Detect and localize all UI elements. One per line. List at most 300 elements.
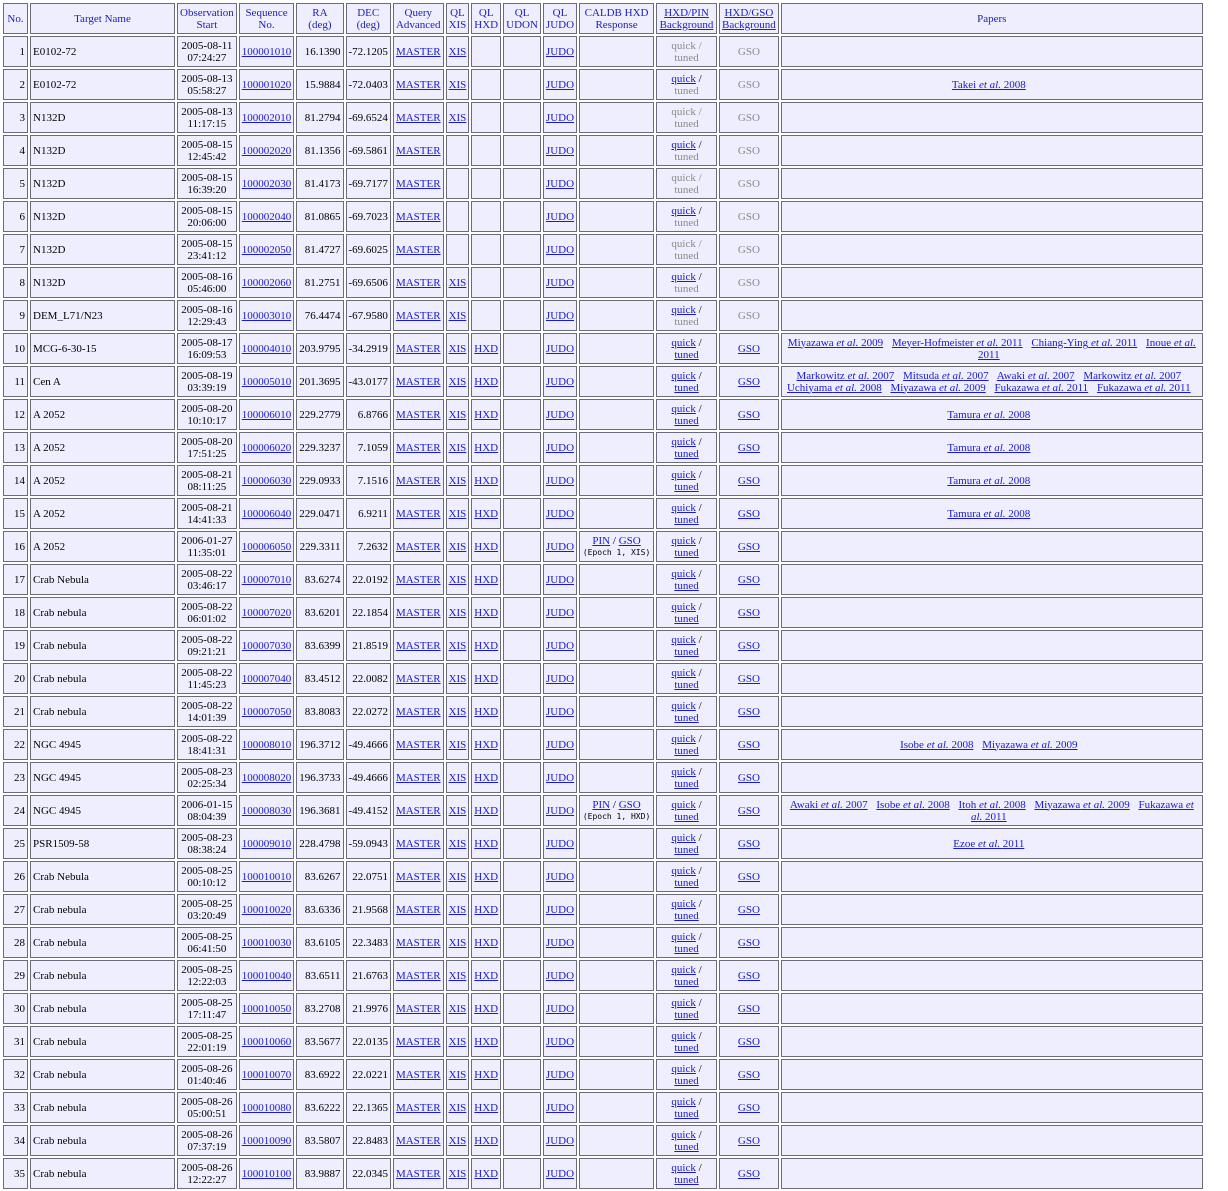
paper-link[interactable] [876,799,949,811]
ql-xis-cell [446,564,470,595]
pin-quick-link[interactable]: quick [671,699,696,712]
pin-tuned-link[interactable]: tuned [674,480,699,493]
gso-background-link[interactable]: GSO [737,903,760,916]
target-name: Crab Nebula [33,573,89,586]
sequence-number-cell [239,960,295,991]
ql-judo-link[interactable]: JUDO [545,1101,575,1114]
ql-hxd-link[interactable]: HXD [474,804,499,817]
ql-judo-link[interactable]: JUDO [545,573,575,586]
sequence-number-link[interactable]: 100002060 [241,276,292,289]
target-name-cell [30,993,175,1024]
sequence-number-link[interactable]: 100001020 [241,78,292,91]
ql-xis-link[interactable]: XIS [448,1134,467,1147]
paper-link[interactable] [1031,337,1137,349]
ql-xis-link[interactable]: XIS [448,276,467,289]
ql-judo-link[interactable]: JUDO [545,210,575,223]
master-query-link[interactable]: MASTER [395,408,441,421]
pin-quick-link[interactable]: quick [671,798,696,811]
gso-background-link[interactable]: GSO [737,870,760,883]
paper-link[interactable] [1034,799,1129,811]
pin-quick-link[interactable]: quick [671,270,696,283]
pin-tuned-link[interactable]: tuned [674,645,699,658]
master-query-link[interactable]: MASTER [395,45,441,58]
pin-tuned-link[interactable]: tuned [674,744,699,757]
ql-xis-link[interactable]: XIS [448,474,467,487]
master-query-link[interactable]: MASTER [395,243,441,256]
gso-background-link[interactable]: GSO [737,1035,760,1048]
ql-judo-link[interactable]: JUDO [545,342,575,355]
ql-xis-link[interactable]: XIS [448,1101,467,1114]
ql-xis-link[interactable]: XIS [448,441,467,454]
ql-xis-link[interactable]: XIS [448,837,467,850]
paper-link[interactable] [788,337,883,349]
pin-tuned-link[interactable]: tuned [674,810,699,823]
ql-xis-link[interactable]: XIS [448,408,467,421]
pin-tuned-link[interactable]: tuned [674,381,699,394]
ql-xis-link[interactable]: XIS [448,804,467,817]
master-query-link[interactable]: MASTER [395,1167,441,1180]
paper-link[interactable] [952,79,1026,91]
pin-quick-link[interactable]: quick [671,1095,696,1108]
ql-hxd-link[interactable]: HXD [474,1035,499,1048]
ql-hxd-link[interactable]: HXD [474,738,499,751]
paper-link[interactable] [900,739,973,751]
master-query-link[interactable]: MASTER [395,177,441,190]
ql-judo-link[interactable]: JUDO [545,738,575,751]
pin-quick-link[interactable]: quick [671,72,696,85]
master-query-link[interactable]: MASTER [395,441,441,454]
dec-value: 7.1059 [357,441,388,454]
gso-background-link[interactable]: GSO [737,639,760,652]
ql-xis-link[interactable]: XIS [448,309,467,322]
ql-hxd-link[interactable]: HXD [474,1134,499,1147]
ql-hxd-link[interactable]: HXD [474,573,499,586]
gso-background-link[interactable]: GSO [737,738,760,751]
paper-link[interactable] [797,370,895,382]
ql-xis-link[interactable]: XIS [448,936,467,949]
pin-quick-link[interactable]: quick [671,303,696,316]
col-header-query-advanced: Query Advanced [393,3,444,34]
pin-tuned-link[interactable]: tuned [674,513,699,526]
ql-hxd-link[interactable]: HXD [474,606,499,619]
ql-judo-link[interactable]: JUDO [545,144,575,157]
ql-xis-cell [446,1059,470,1090]
ql-judo-link[interactable]: JUDO [545,606,575,619]
ql-judo-link[interactable]: JUDO [545,45,575,58]
paper-link[interactable] [997,370,1075,382]
pin-tuned-link[interactable]: tuned [674,1107,699,1120]
pin-tuned-text: tuned [674,150,699,163]
ql-xis-link[interactable]: XIS [448,342,467,355]
ql-judo-link[interactable]: JUDO [545,837,575,850]
sequence-number-link[interactable]: 100006010 [241,408,292,421]
ql-udon-cell [503,36,541,67]
pin-quick-link[interactable]: quick [671,765,696,778]
pin-tuned-link[interactable]: tuned [674,711,699,724]
ql-xis-link[interactable]: XIS [448,606,467,619]
pin-tuned-link[interactable]: tuned [674,777,699,790]
observation-start-cell [177,102,237,133]
pin-tuned-link[interactable]: tuned [674,909,699,922]
ql-xis-link[interactable]: XIS [448,903,467,916]
sequence-number-link[interactable]: 100010020 [241,903,292,916]
pin-quick-link[interactable]: quick [671,1128,696,1141]
pin-quick-link[interactable]: quick [671,930,696,943]
pin-tuned-link[interactable]: tuned [674,1074,699,1087]
master-query-link[interactable]: MASTER [395,342,441,355]
paper-link[interactable] [790,799,868,811]
ql-hxd-link[interactable]: HXD [474,408,499,421]
pin-tuned-link[interactable]: tuned [674,975,699,988]
ql-xis-link[interactable]: XIS [448,1068,467,1081]
pin-tuned-link[interactable]: tuned [674,1041,699,1054]
ql-judo-link[interactable]: JUDO [545,1167,575,1180]
paper-link[interactable] [890,382,985,394]
pin-quick-link[interactable]: quick [671,534,696,547]
ql-judo-link[interactable]: JUDO [545,771,575,784]
gso-background-link[interactable]: GSO [737,375,760,388]
ql-hxd-link[interactable]: HXD [474,1167,499,1180]
sequence-number-link[interactable]: 100010070 [241,1068,292,1081]
gso-background-link[interactable]: GSO [737,1167,760,1180]
master-query-link[interactable]: MASTER [395,144,441,157]
caldb-gso-link[interactable]: GSO [618,798,641,811]
master-query-link[interactable]: MASTER [395,1068,441,1081]
sequence-number-link[interactable]: 100007050 [241,705,292,718]
ql-xis-link[interactable]: XIS [448,639,467,652]
pin-tuned-link[interactable]: tuned [674,546,699,559]
pin-tuned-link[interactable]: tuned [674,348,699,361]
pin-quick-link[interactable]: quick [671,336,696,349]
sequence-number-link[interactable]: 100001010 [241,45,292,58]
sequence-number-link[interactable]: 100010100 [241,1167,292,1180]
pin-quick-link[interactable]: quick [671,633,696,646]
ql-hxd-link[interactable]: HXD [474,639,499,652]
sequence-number-link[interactable]: 100010030 [241,936,292,949]
sequence-number-link[interactable]: 100007020 [241,606,292,619]
ql-hxd-link[interactable]: HXD [474,375,499,388]
ql-hxd-link[interactable]: HXD [474,1068,499,1081]
master-query-link[interactable]: MASTER [395,738,441,751]
master-query-link[interactable]: MASTER [395,78,441,91]
ql-xis-link[interactable]: XIS [448,672,467,685]
pin-quick-link[interactable]: quick [671,567,696,580]
gso-background-link[interactable]: GSO [737,1101,760,1114]
ql-judo-link[interactable]: JUDO [545,969,575,982]
pin-quick-link[interactable]: quick [671,831,696,844]
pin-tuned-link[interactable]: tuned [674,447,699,460]
sequence-number-link[interactable]: 100006020 [241,441,292,454]
gso-background-link[interactable]: GSO [737,474,760,487]
ql-judo-link[interactable]: JUDO [545,375,575,388]
master-query-link[interactable]: MASTER [395,969,441,982]
sequence-number-link[interactable]: 100010060 [241,1035,292,1048]
pin-quick-link[interactable]: quick [671,369,696,382]
gso-background-link[interactable]: GSO [737,936,760,949]
ql-hxd-link[interactable]: HXD [474,342,499,355]
ql-hxd-link[interactable]: HXD [474,936,499,949]
ql-judo-link[interactable]: JUDO [545,177,575,190]
caldb-gso-link[interactable]: GSO [618,534,641,547]
table-row [3,861,1203,892]
ql-hxd-link[interactable]: HXD [474,903,499,916]
master-query-link[interactable]: MASTER [395,474,441,487]
dec-cell [346,1125,391,1156]
ql-xis-link[interactable]: XIS [448,969,467,982]
pin-quick-link[interactable]: quick [671,402,696,415]
sequence-number-link[interactable]: 100002020 [241,144,292,157]
ql-xis-link[interactable]: XIS [448,870,467,883]
master-query-link[interactable]: MASTER [395,870,441,883]
ql-xis-link[interactable]: XIS [448,507,467,520]
ql-xis-link[interactable]: XIS [448,705,467,718]
pin-quick-link[interactable]: quick [671,204,696,217]
sequence-number-link[interactable]: 100002030 [241,177,292,190]
sequence-number-link[interactable]: 100009010 [241,837,292,850]
paper-link[interactable] [1097,382,1191,394]
master-query-link[interactable]: MASTER [395,771,441,784]
paper-link[interactable] [947,442,1030,454]
sequence-number-link[interactable]: 100006030 [241,474,292,487]
pin-tuned-link[interactable]: tuned [674,1173,699,1186]
papers-cell [781,69,1203,100]
caldb-pin-link[interactable]: PIN [592,534,611,547]
paper-year: 2007 [872,369,895,382]
gso-background-link[interactable]: GSO [737,441,760,454]
master-query-link[interactable]: MASTER [395,639,441,652]
ql-judo-link[interactable]: JUDO [545,111,575,124]
master-query-link[interactable]: MASTER [395,936,441,949]
ql-judo-link[interactable]: JUDO [545,474,575,487]
master-query-link[interactable]: MASTER [395,540,441,553]
ql-xis-link[interactable]: XIS [448,78,467,91]
ql-judo-link[interactable]: JUDO [545,408,575,421]
sequence-number-link[interactable]: 100004010 [241,342,292,355]
pin-tuned-link[interactable]: tuned [674,942,699,955]
ql-hxd-link[interactable]: HXD [474,1101,499,1114]
master-query-link[interactable]: MASTER [395,309,441,322]
master-query-link[interactable]: MASTER [395,672,441,685]
pin-tuned-link[interactable]: tuned [674,579,699,592]
caldb-pin-link[interactable]: PIN [592,798,611,811]
master-query-link[interactable]: MASTER [395,606,441,619]
dec-cell [346,828,391,859]
ql-xis-link[interactable]: XIS [448,45,467,58]
pin-quick-link[interactable]: quick [671,666,696,679]
ql-judo-link[interactable]: JUDO [545,441,575,454]
ql-judo-link[interactable]: JUDO [545,507,575,520]
ql-hxd-link[interactable]: HXD [474,870,499,883]
ql-hxd-link[interactable]: HXD [474,441,499,454]
col-header-target-name: Target Name [30,3,175,34]
query-cell [393,465,444,496]
pin-quick-link[interactable]: quick [671,1029,696,1042]
ql-hxd-link[interactable]: HXD [474,672,499,685]
sequence-number-link[interactable]: 100002040 [241,210,292,223]
gso-background-link[interactable]: GSO [737,705,760,718]
sequence-number-link[interactable]: 100010090 [241,1134,292,1147]
pin-quick-link[interactable]: quick [671,1161,696,1174]
pin-tuned-link[interactable]: tuned [674,843,699,856]
ql-udon-cell [503,135,541,166]
sequence-number-link[interactable]: 100008010 [241,738,292,751]
master-query-link[interactable]: MASTER [395,111,441,124]
paper-link[interactable] [995,382,1089,394]
hxd-pin-background-link[interactable]: HXD/PIN Background [659,6,714,31]
pin-quick-link[interactable]: quick [671,468,696,481]
ql-judo-link[interactable]: JUDO [545,1068,575,1081]
ql-hxd-link[interactable]: HXD [474,837,499,850]
sequence-number-link[interactable]: 100002050 [241,243,292,256]
ql-xis-link[interactable]: XIS [448,111,467,124]
gso-background-link[interactable]: GSO [737,1134,760,1147]
paper-link[interactable] [787,382,882,394]
gso-background-link[interactable]: GSO [737,573,760,586]
master-query-link[interactable]: MASTER [395,507,441,520]
sequence-number-link[interactable]: 100006040 [241,507,292,520]
ql-hxd-link[interactable]: HXD [474,1002,499,1015]
ql-judo-link[interactable]: JUDO [545,1002,575,1015]
ql-judo-link[interactable]: JUDO [545,672,575,685]
pin-quick-link[interactable]: quick [671,732,696,745]
pin-quick-link[interactable]: quick [671,864,696,877]
paper-link[interactable] [947,409,1030,421]
ql-hxd-link[interactable]: HXD [474,507,499,520]
master-query-link[interactable]: MASTER [395,276,441,289]
gso-background-link[interactable]: GSO [737,507,760,520]
ql-judo-link[interactable]: JUDO [545,936,575,949]
paper-link[interactable] [903,370,989,382]
paper-link[interactable] [1083,370,1181,382]
paper-link[interactable] [953,838,1024,850]
gso-background-link[interactable]: GSO [737,672,760,685]
sequence-number-link[interactable]: 100010040 [241,969,292,982]
pin-tuned-link[interactable]: tuned [674,1140,699,1153]
pin-quick-link[interactable]: quick [671,435,696,448]
paper-link[interactable] [947,508,1030,520]
pin-tuned-link[interactable]: tuned [674,612,699,625]
ra-value: 83.2708 [304,1002,341,1015]
sequence-number-link[interactable]: 100010080 [241,1101,292,1114]
ql-judo-link[interactable]: JUDO [545,540,575,553]
paper-link[interactable] [958,799,1025,811]
ql-xis-link[interactable]: XIS [448,375,467,388]
master-query-link[interactable]: MASTER [395,837,441,850]
master-query-link[interactable]: MASTER [395,573,441,586]
gso-background-link[interactable]: GSO [737,342,760,355]
sequence-number-link[interactable]: 100002010 [241,111,292,124]
row-number-cell [3,333,28,364]
hxd-gso-background-link[interactable]: HXD/GSO Background [722,6,776,31]
pin-tuned-link[interactable]: tuned [674,1008,699,1021]
ql-judo-link[interactable]: JUDO [545,705,575,718]
paper-link[interactable] [947,475,1030,487]
ql-xis-link[interactable]: XIS [448,738,467,751]
master-query-link[interactable]: MASTER [395,210,441,223]
master-query-link[interactable]: MASTER [395,705,441,718]
gso-background-link[interactable]: GSO [737,804,760,817]
gso-background-link[interactable]: GSO [737,606,760,619]
gso-background-link[interactable]: GSO [737,1002,760,1015]
master-query-link[interactable]: MASTER [395,375,441,388]
ql-judo-link[interactable]: JUDO [545,1035,575,1048]
gso-background-link[interactable]: GSO [737,408,760,421]
gso-background-link[interactable]: GSO [737,969,760,982]
pin-tuned-link[interactable]: tuned [674,876,699,889]
ql-hxd-link[interactable]: HXD [474,771,499,784]
ql-xis-link[interactable]: XIS [448,1002,467,1015]
sequence-number-link[interactable]: 100007030 [241,639,292,652]
gso-background-link[interactable]: GSO [737,1068,760,1081]
separator: / [698,963,702,976]
ql-judo-link[interactable]: JUDO [545,309,575,322]
ql-judo-link[interactable]: JUDO [545,903,575,916]
sequence-number-link[interactable]: 100006050 [241,540,292,553]
ql-xis-link[interactable]: XIS [448,573,467,586]
sequence-number-link[interactable]: 100003010 [241,309,292,322]
ql-hxd-link[interactable]: HXD [474,540,499,553]
pin-quick-link[interactable]: quick [671,138,696,151]
pin-quick-link[interactable]: quick [671,897,696,910]
pin-quick-link[interactable]: quick [671,1062,696,1075]
gso-background-link[interactable]: GSO [737,540,760,553]
paper-link[interactable] [982,739,1077,751]
sequence-number-link[interactable]: 100005010 [241,375,292,388]
caldb-response [582,800,651,822]
ql-xis-link[interactable]: XIS [448,1167,467,1180]
master-query-link[interactable]: MASTER [395,1035,441,1048]
sequence-number-link[interactable]: 100008020 [241,771,292,784]
sequence-number-link[interactable]: 100007010 [241,573,292,586]
pin-quick-link[interactable]: quick [671,600,696,613]
ql-judo-link[interactable]: JUDO [545,1134,575,1147]
sequence-number-link[interactable]: 100010050 [241,1002,292,1015]
ql-xis-link[interactable]: XIS [448,771,467,784]
pin-tuned-link[interactable]: tuned [674,678,699,691]
pin-quick-link[interactable]: quick [671,501,696,514]
ql-hxd-link[interactable]: HXD [474,969,499,982]
ql-judo-link[interactable]: JUDO [545,639,575,652]
paper-link[interactable] [892,337,1023,349]
ql-judo-link[interactable]: JUDO [545,870,575,883]
observation-date: 2005-08-22 [181,666,233,679]
ql-judo-link[interactable]: JUDO [545,804,575,817]
sequence-number-link[interactable]: 100008030 [241,804,292,817]
pin-quick-link[interactable]: quick [671,996,696,1009]
gso-background-link[interactable]: GSO [737,837,760,850]
master-query-link[interactable]: MASTER [395,804,441,817]
ql-judo-link[interactable]: JUDO [545,78,575,91]
ql-judo-link[interactable]: JUDO [545,243,575,256]
ql-xis-link[interactable]: XIS [448,540,467,553]
ql-hxd-link[interactable]: HXD [474,705,499,718]
pin-quick-link[interactable]: quick [671,963,696,976]
master-query-link[interactable]: MASTER [395,1002,441,1015]
ra-value: 83.6267 [304,870,341,883]
ql-hxd-link[interactable]: HXD [474,474,499,487]
master-query-link[interactable]: MASTER [395,1134,441,1147]
sequence-number-link[interactable]: 100010010 [241,870,292,883]
sequence-number-link[interactable]: 100007040 [241,672,292,685]
master-query-link[interactable]: MASTER [395,1101,441,1114]
paper-year: 2011 [1066,381,1089,394]
master-query-link[interactable]: MASTER [395,903,441,916]
ql-xis-link[interactable]: XIS [448,1035,467,1048]
papers-cell [781,1026,1203,1057]
ql-judo-link[interactable]: JUDO [545,276,575,289]
gso-background-link[interactable]: GSO [737,771,760,784]
pin-tuned-link[interactable]: tuned [674,414,699,427]
